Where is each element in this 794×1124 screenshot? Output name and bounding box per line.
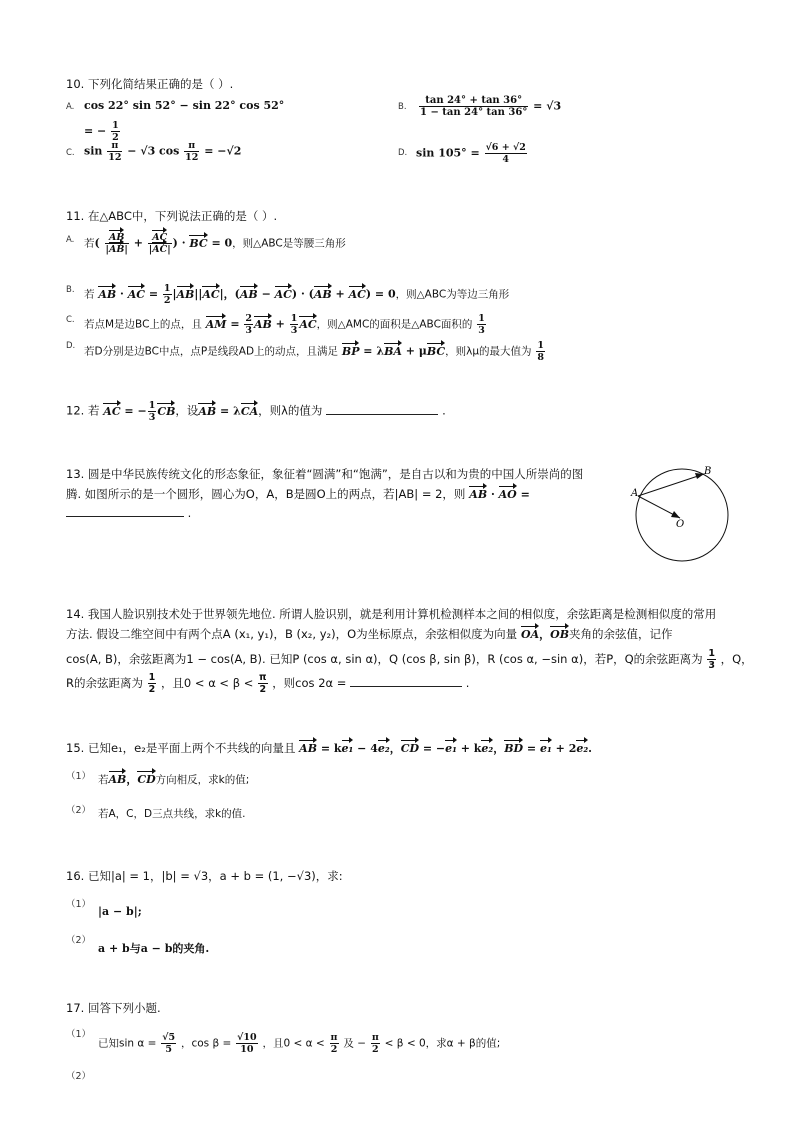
- q13-line1: 13. 圆是中华民族传统文化的形态象征，象征着“圆满”和“饱满”，是自古以和为贵的中国人所崇尚的图: [66, 467, 584, 481]
- circle-o: [636, 469, 728, 561]
- q10-option-b-expr: [418, 95, 561, 118]
- q11-option-a-expr: 若( $\frac{AB}{|AB|}$ + $\frac{AC}{|AC|}$ ) · BC = 0，则△ABC是等腰三角形: [84, 232, 346, 255]
- q10-option-a-eq: = −: [84, 124, 107, 138]
- q16-part1: |a − b|;: [98, 905, 142, 918]
- q10-title: 10. 下列化简结果正确的是（ ）.: [66, 77, 234, 91]
- q10-option-a-expr: cos 22° sin 52° − sin 22° cos 52°: [84, 99, 285, 112]
- q10-option-a-label: A.: [66, 102, 75, 112]
- q11-option-d-expr: 若D分别是边BC中点，点P是线段AD上的动点，且满足 BP = λBA + μBC，则λμ的最大值为 $\frac{1}{8}$: [84, 340, 544, 363]
- vector-ao-arrow: [671, 511, 680, 518]
- vector-ab-arrow: [695, 473, 704, 479]
- q14-line1: 14. 我国人脸识别技术处于世界领先地位. 所谓人脸识别，就是利用计算机检测样本之间的相似度，余弦距离是检测相似度的常用: [66, 607, 717, 621]
- point-o-label: O: [676, 519, 685, 530]
- q10-option-b-rhs: = √3: [533, 99, 562, 113]
- q15-part1: 若AB，CD方向相反，求k的值;: [98, 773, 250, 786]
- q11-option-c-label: C.: [66, 315, 75, 325]
- q10-option-a-frac: $\frac{1}{2}$: [112, 120, 119, 143]
- q17-part2-label: （2）: [66, 1071, 92, 1082]
- q16-title: 16. 已知|a| = 1，|b| = √3，a + b = (1, −√3)，求:: [66, 869, 343, 883]
- q11-option-a-label: A.: [66, 235, 75, 245]
- q17-part1-label: （1）: [66, 1029, 92, 1040]
- q17-title: 17. 回答下列小题.: [66, 1001, 161, 1015]
- q15-part2-label: （2）: [66, 805, 92, 816]
- q11-option-c-expr: 若点M是边BC上的点，且 AM = $\frac{2}{3}$ AB + $\frac{1}{3}$ AC，则△AMC的面积是△ABC面积的 $\frac{1}{3}$: [84, 313, 485, 336]
- circle-figure: [628, 460, 738, 570]
- q10-option-c-expr: sin $\frac{\pi}{12}$ − √3 cos $\frac{\pi}{12}$ = −√2: [84, 140, 242, 163]
- q14-line2: 方法. 假设二维空间中有两个点A (x₁, y₁)，B (x₂, y₂)，O为坐标原点，余弦相似度为向量 OA，OB夹角的余弦值，记作: [66, 627, 673, 641]
- q10-option-b-frac: $\frac{\tan 24^\circ + \tan 36^\circ}{1 - \tan 24^\circ \tan 36^\circ}$: [420, 95, 528, 118]
- q14-line3: cos(A, B)，余弦距离为1 − cos(A, B). 已知P (cos α, sin α)，Q (cos β, sin β)，R (cos α, −sin α)，若P，Q的余弦距离为 $\frac{1}{3}$ ，Q，: [66, 648, 753, 671]
- q11-option-d-label: D.: [66, 341, 76, 351]
- q13-line3: .: [66, 506, 191, 520]
- q12-answer-blank[interactable]: [326, 404, 438, 415]
- q14-line4: R的余弦距离为 $\frac{1}{2}$ ，且0 < α < β < $\frac{\pi}{2}$ ，则cos 2α = .: [66, 672, 470, 695]
- q10-option-b-label: B.: [398, 102, 407, 112]
- q10-option-d-label: D.: [398, 148, 408, 158]
- point-b-label: B: [704, 466, 712, 477]
- q10-option-c-label: C.: [66, 148, 75, 158]
- q17-part1: 已知sin α = $\frac{√5}{5}$ ，cos β = $\frac{√10}{10}$ ，且0 < α < $\frac{\pi}{2}$ 及 − $\frac{\pi}{2}$ < β < 0，求α + β的值;: [98, 1032, 501, 1055]
- q15-part2: 若A，C，D三点共线，求k的值.: [98, 808, 246, 820]
- point-a-label: A: [631, 488, 639, 499]
- q15-part1-label: （1）: [66, 771, 92, 782]
- q13-answer-blank[interactable]: [66, 506, 184, 517]
- q15-title: 15. 已知e₁，e₂是平面上两个不共线的向量且 AB = ke₁ − 4e₂，CD = −e₁ + ke₂，BD = e₁ + 2e₂.: [66, 741, 593, 755]
- q11-option-b-label: B.: [66, 285, 75, 295]
- q16-part1-label: （1）: [66, 899, 92, 910]
- q16-part2-label: （2）: [66, 935, 92, 946]
- vector-ab-line: [638, 474, 704, 496]
- q11-option-b-expr: 若 AB · AC = $\frac{1}{2}$ |AB||AC|，(AB − AC) · (AB + AC) = 0，则△ABC为等边三角形: [84, 283, 510, 306]
- q10-option-d-expr: sin 105° = $\frac{√6 + √2}{4}$: [416, 142, 526, 165]
- q11-title: 11. 在△ABC中，下列说法正确的是（ ）.: [66, 209, 278, 223]
- q12-line: 12. 若 AC = − $\frac{1}{3}$ CB，设AB = λCA，则λ的值为 .: [66, 400, 446, 423]
- q14-answer-blank[interactable]: [350, 676, 462, 687]
- q16-part2: a + b与a − b的夹角.: [98, 942, 210, 955]
- q13-line2: 腾. 如图所示的是一个圆形，圆心为O，A，B是圆O上的两点，若|AB| = 2，则 AB · AO =: [66, 487, 530, 501]
